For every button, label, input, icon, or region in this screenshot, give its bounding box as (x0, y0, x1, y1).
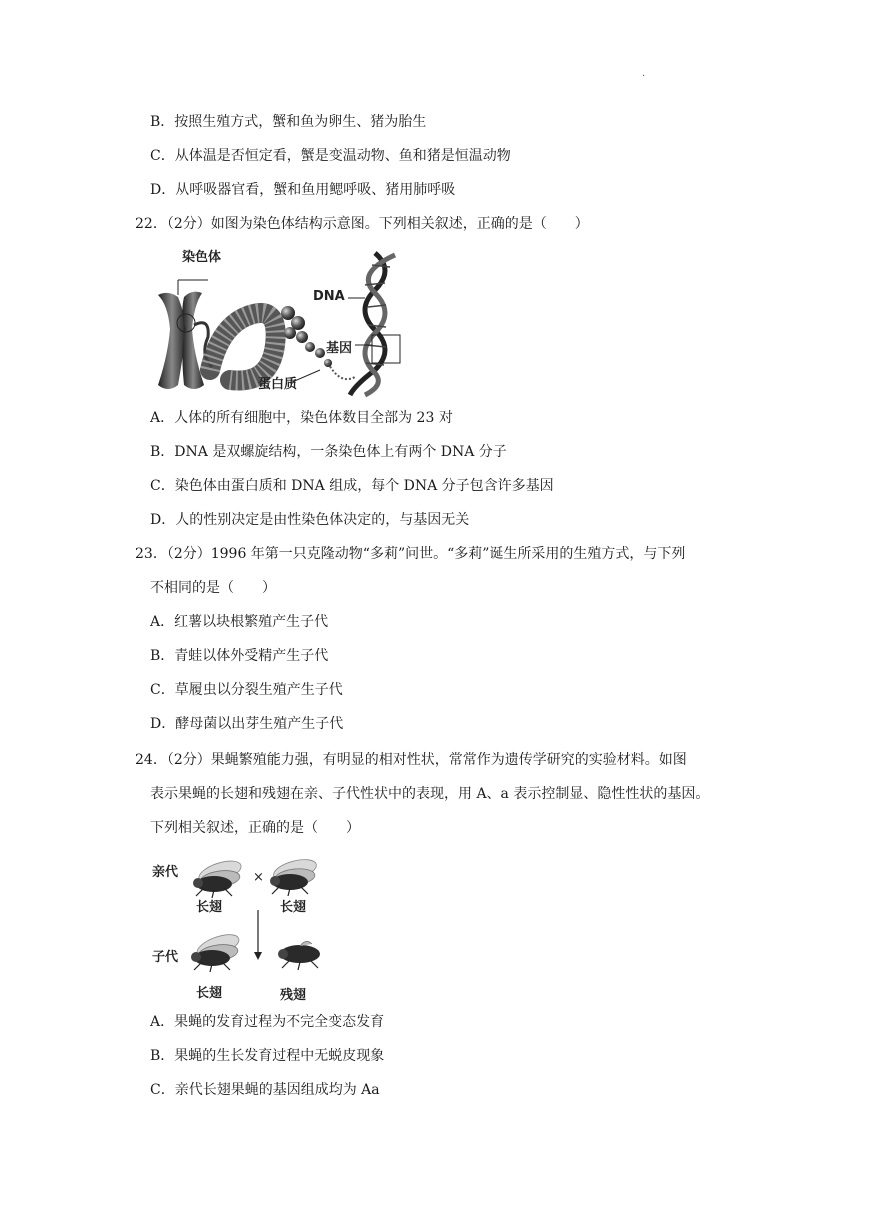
q21-option-d[interactable]: D．从呼吸器官看，蟹和鱼用鳃呼吸、猪用肺呼吸 (150, 182, 456, 198)
q24-stem-line1: 24．（2分）果蝇繁殖能力强，有明显的相对性状，常常作为遗传学研究的实验材料。如图 (135, 752, 687, 768)
label-child-vestigial-wing: 残翅 (280, 988, 307, 1003)
q23-option-d[interactable]: D．酵母菌以出芽生殖产生子代 (150, 716, 344, 732)
q23-option-c[interactable]: C．草履虫以分裂生殖产生子代 (150, 682, 343, 698)
q24-option-a[interactable]: A．果蝇的发育过程为不完全变态发育 (150, 1014, 385, 1030)
label-parent-long-wing-1: 长翅 (196, 900, 223, 915)
fruitfly-figure (150, 848, 350, 1003)
fruitfly-cross-svg (150, 848, 350, 1003)
page-marker: . (642, 68, 646, 79)
q22-option-d[interactable]: D．人的性别决定是由性染色体决定的，与基因无关 (150, 512, 470, 528)
label-child-long-wing: 长翅 (196, 986, 223, 1001)
q22-option-c[interactable]: C．染色体由蛋白质和 DNA 组成，每个 DNA 分子包含许多基因 (150, 478, 554, 494)
q21-option-b[interactable]: B．按照生殖方式，蟹和鱼为卵生、猪为胎生 (150, 114, 427, 130)
q22-stem: 22．（2分）如图为染色体结构示意图。下列相关叙述，正确的是（ ） (135, 216, 589, 232)
chromosome-figure (150, 245, 415, 400)
q23-stem-line2: 不相同的是（ ） (150, 580, 276, 596)
q21-option-c[interactable]: C．从体温是否恒定看，蟹是变温动物、鱼和猪是恒温动物 (150, 148, 511, 164)
q23-option-b[interactable]: B．青蛙以体外受精产生子代 (150, 648, 329, 664)
q23-option-a[interactable]: A．红薯以块根繁殖产生子代 (150, 614, 329, 630)
label-dna: DNA (313, 289, 345, 304)
label-cross: × (253, 870, 264, 885)
label-parent-long-wing-2: 长翅 (280, 900, 307, 915)
q24-option-b[interactable]: B．果蝇的生长发育过程中无蜕皮现象 (150, 1048, 385, 1064)
label-chromosome: 染色体 (182, 250, 222, 265)
q24-stem-line2: 表示果蝇的长翅和残翅在亲、子代性状中的表现，用 A、a 表示控制显、隐性性状的基因。 (150, 786, 710, 802)
q22-option-a[interactable]: A．人体的所有细胞中，染色体数目全部为 23 对 (150, 410, 453, 426)
q24-option-c[interactable]: C．亲代长翅果蝇的基因组成均为 Aa (150, 1082, 380, 1098)
q23-stem-line1: 23．（2分）1996 年第一只克隆动物“多莉”问世。“多莉”诞生所采用的生殖方式，与下列 (135, 546, 686, 562)
q22-option-b[interactable]: B．DNA 是双螺旋结构，一条染色体上有两个 DNA 分子 (150, 444, 507, 460)
label-child: 子代 (152, 950, 179, 965)
label-gene: 基因 (326, 341, 353, 356)
label-parent: 亲代 (152, 865, 179, 880)
label-protein: 蛋白质 (258, 377, 298, 392)
q24-stem-line3: 下列相关叙述，正确的是（ ） (150, 820, 360, 836)
